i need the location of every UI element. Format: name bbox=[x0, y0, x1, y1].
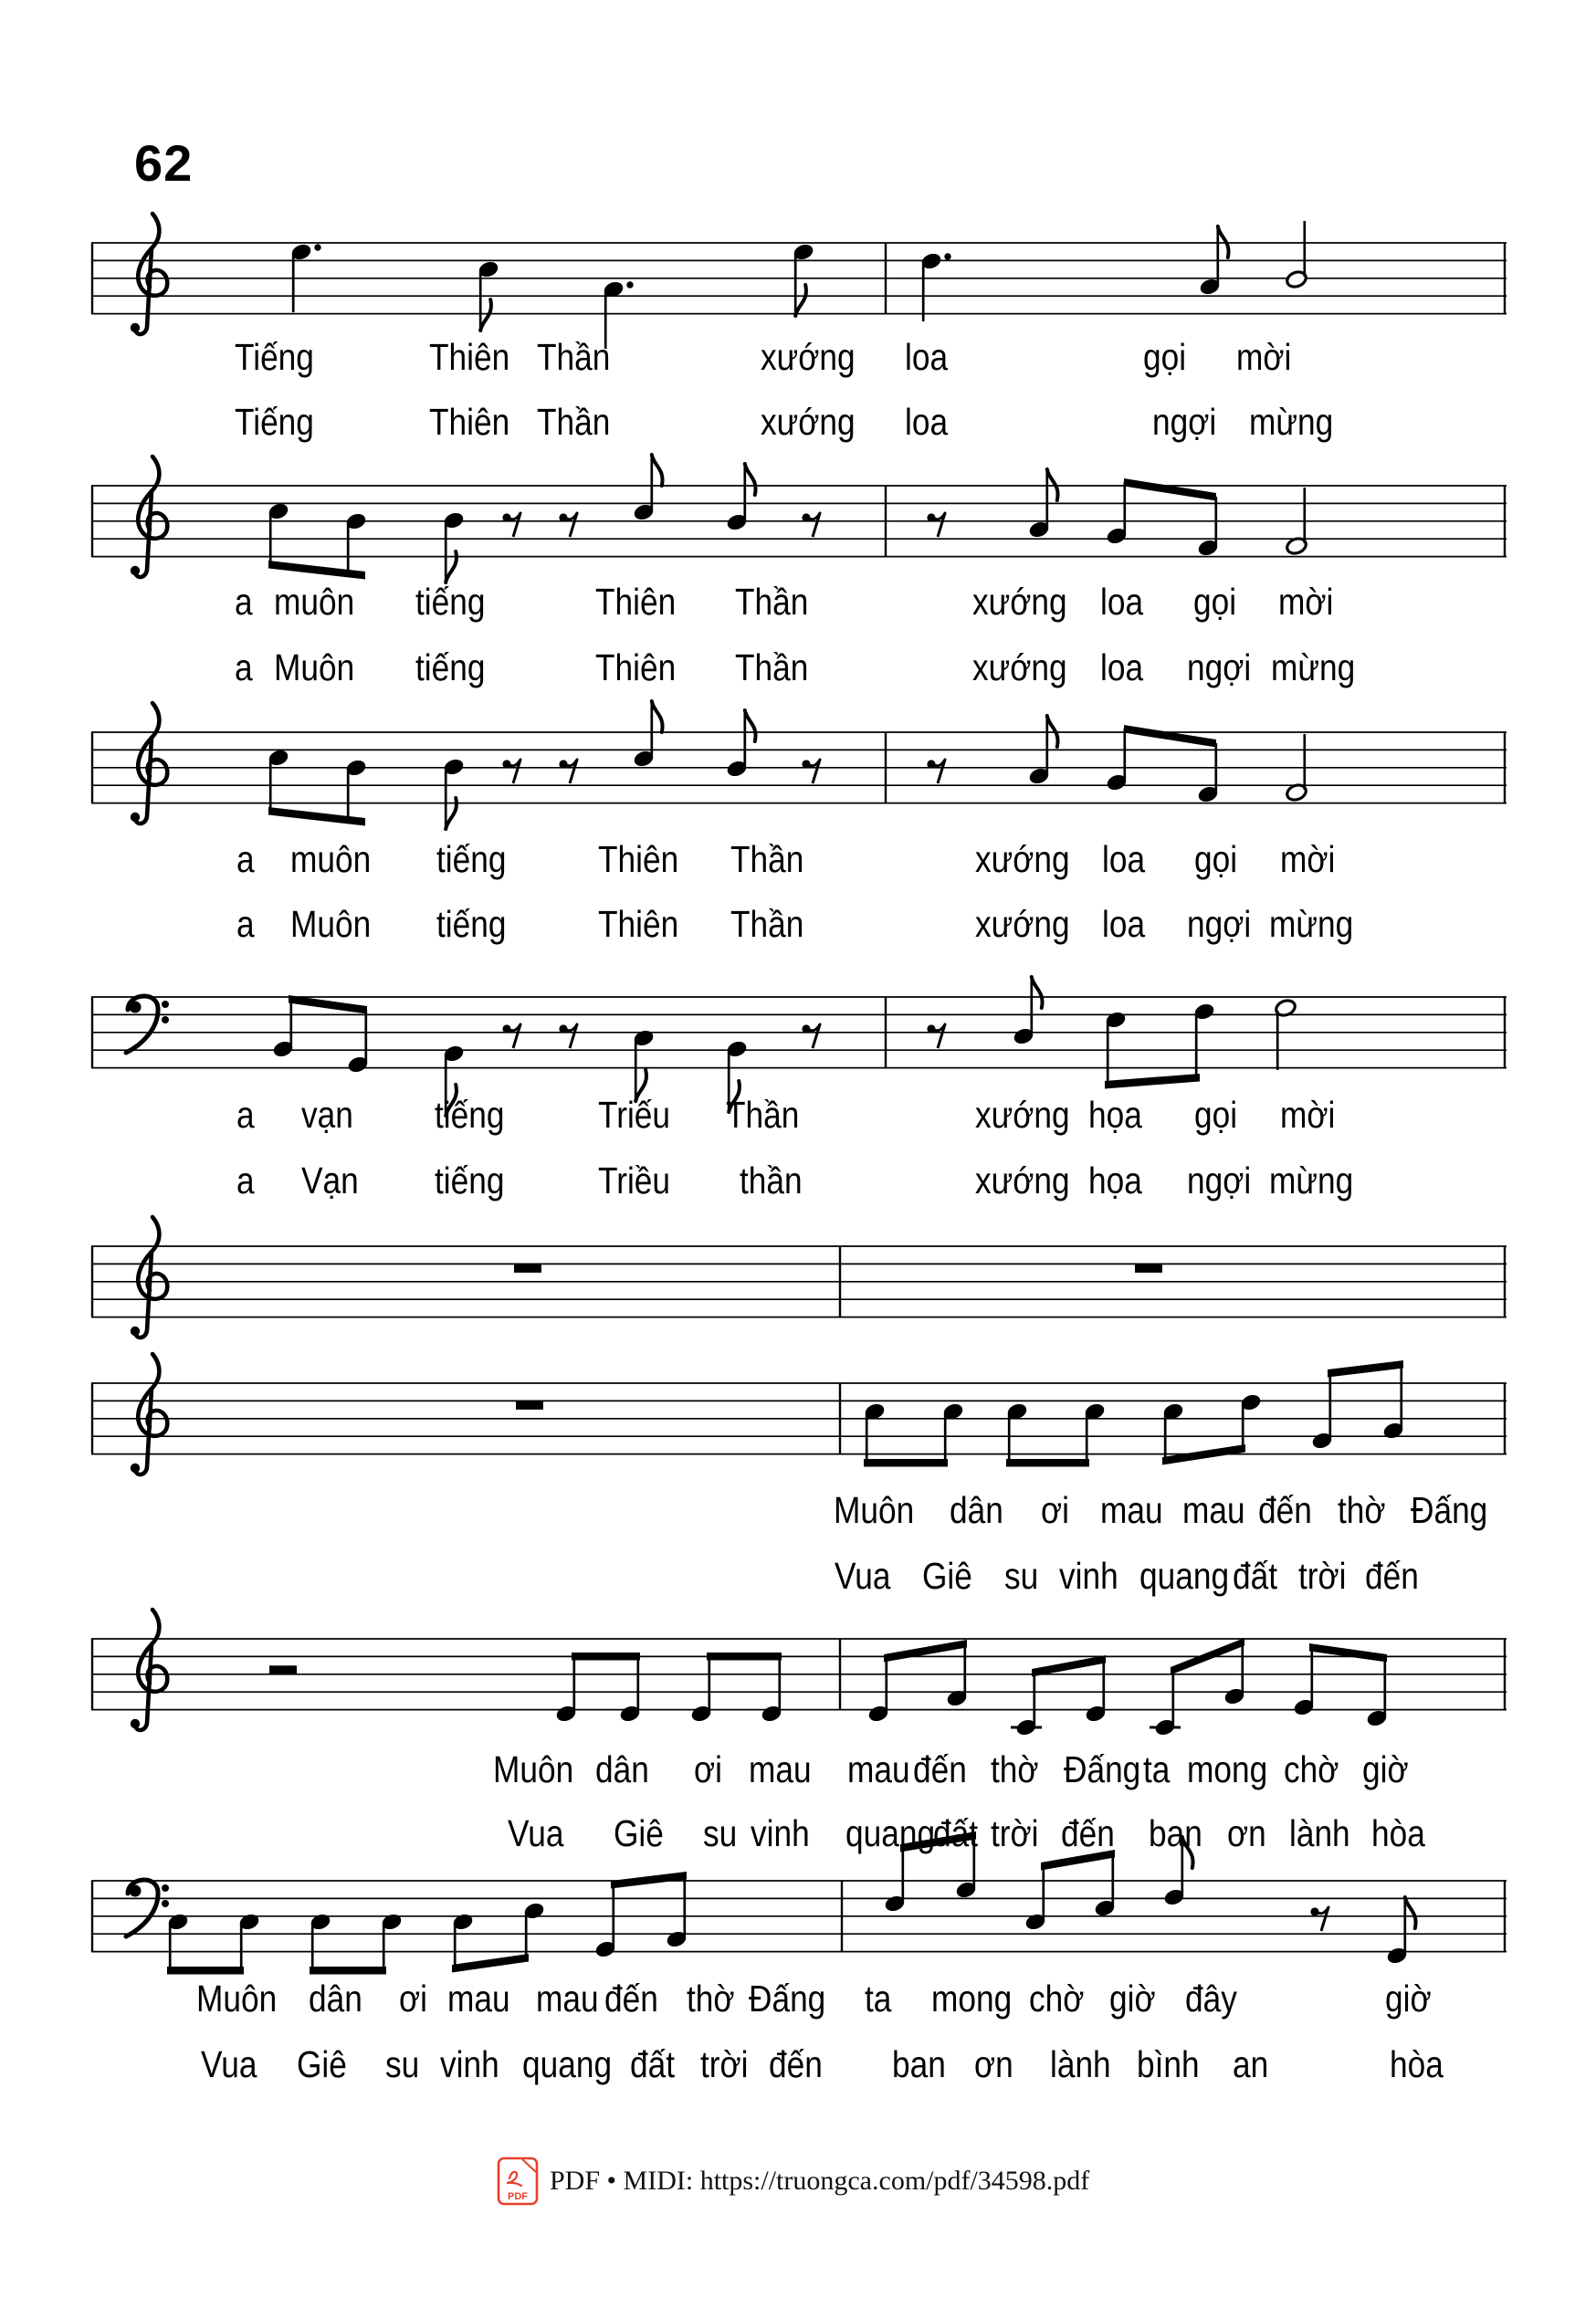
lyric-word: mừng bbox=[1269, 1159, 1354, 1201]
lyric-word: loa bbox=[1100, 646, 1144, 688]
lyric-word: a bbox=[236, 1094, 255, 1136]
lyric-word: đến bbox=[1258, 1489, 1312, 1531]
lyric-word: mời bbox=[1280, 1094, 1336, 1136]
lyric-word: đến bbox=[1365, 1555, 1419, 1597]
lyric-word: Tiếng bbox=[235, 401, 314, 443]
lyric-word: mau bbox=[749, 1748, 812, 1790]
lyric-word: gọi bbox=[1194, 838, 1238, 880]
lyric-word: mời bbox=[1236, 336, 1292, 378]
lyric-word: bình bbox=[1137, 2043, 1200, 2085]
lyric-word: Triều bbox=[598, 1159, 671, 1201]
lyric-word: a bbox=[236, 1159, 255, 1201]
lyric-word: hòa bbox=[1390, 2043, 1444, 2085]
lyric-word: mong bbox=[931, 1978, 1013, 2020]
lyric-word: a bbox=[235, 581, 253, 623]
lyric-word: chờ bbox=[1029, 1978, 1085, 2020]
lyric-word: Đấng bbox=[749, 1978, 826, 2020]
lyric-word: mong bbox=[1187, 1748, 1268, 1790]
lyric-word: Thiên bbox=[429, 401, 510, 443]
lyric-word: Đấng bbox=[1411, 1489, 1488, 1531]
lyric-word: vinh bbox=[1059, 1555, 1118, 1597]
lyric-word: tiếng bbox=[415, 646, 486, 688]
lyric-word: tiếng bbox=[435, 1159, 505, 1201]
lyric-word: Thần bbox=[537, 401, 611, 443]
lyric-word: đất bbox=[933, 1812, 979, 1854]
lyric-word: mau bbox=[1182, 1489, 1245, 1531]
lyric-word: Vua bbox=[508, 1812, 564, 1854]
lyric-word: mời bbox=[1278, 581, 1334, 623]
lyric-word: Giê bbox=[922, 1555, 972, 1597]
lyric-word: đến bbox=[769, 2043, 823, 2085]
lyric-word: thờ bbox=[991, 1748, 1039, 1790]
lyric-word: loa bbox=[1102, 903, 1146, 945]
lyric-word: mời bbox=[1280, 838, 1336, 880]
lyric-word: Muôn bbox=[196, 1978, 278, 2020]
lyric-word: xướng bbox=[761, 336, 856, 378]
lyric-word: dân bbox=[309, 1978, 362, 2020]
lyric-word: thờ bbox=[1338, 1489, 1386, 1531]
lyric-word: vạn bbox=[301, 1094, 353, 1136]
lyric-word: họa bbox=[1088, 1094, 1142, 1136]
lyric-word: loa bbox=[905, 401, 949, 443]
lyric-word: tiếng bbox=[436, 838, 507, 880]
lyric-word: Muôn bbox=[493, 1748, 574, 1790]
pdf-badge-label: PDF bbox=[508, 2191, 528, 2202]
lyric-word: a bbox=[236, 903, 255, 945]
lyric-word: su bbox=[385, 2043, 420, 2085]
lyric-word: Tiếng bbox=[235, 336, 314, 378]
lyric-word: hòa bbox=[1371, 1812, 1425, 1854]
lyric-word: ngợi bbox=[1187, 903, 1252, 945]
lyric-word: giờ bbox=[1362, 1748, 1409, 1790]
lyric-word: ta bbox=[1143, 1748, 1171, 1790]
lyric-word: Thần bbox=[735, 646, 809, 688]
lyric-word: Triếu bbox=[598, 1094, 671, 1136]
lyric-word: gọi bbox=[1193, 581, 1237, 623]
lyric-word: quang bbox=[522, 2043, 613, 2085]
lyric-word: vinh bbox=[440, 2043, 499, 2085]
lyric-word: giờ bbox=[1385, 1978, 1432, 2020]
lyric-word: Thiên bbox=[429, 336, 510, 378]
lyric-word: Vạn bbox=[301, 1159, 359, 1201]
lyric-word: tiếng bbox=[436, 903, 507, 945]
lyric-word: Thần bbox=[730, 903, 804, 945]
lyric-word: ơi bbox=[399, 1978, 427, 2020]
lyric-word: ban bbox=[892, 2043, 946, 2085]
lyric-word: mừng bbox=[1269, 903, 1354, 945]
lyric-word: lành bbox=[1289, 1812, 1350, 1854]
lyric-word: ơi bbox=[1041, 1489, 1069, 1531]
lyric-word: ta bbox=[865, 1978, 892, 2020]
lyric-word: ban bbox=[1149, 1812, 1202, 1854]
lyric-word: Giê bbox=[614, 1812, 664, 1854]
lyric-word: loa bbox=[1102, 838, 1146, 880]
lyric-word: Muôn bbox=[290, 903, 372, 945]
lyric-word: Thần bbox=[726, 1094, 800, 1136]
lyric-word: Muôn bbox=[274, 646, 355, 688]
lyric-word: lành bbox=[1050, 2043, 1111, 2085]
lyric-word: đất bbox=[1233, 1555, 1278, 1597]
lyric-word: Thiên bbox=[598, 838, 679, 880]
lyric-word: Vua bbox=[201, 2043, 257, 2085]
lyric-word: gọi bbox=[1194, 1094, 1238, 1136]
lyric-word: xướng bbox=[975, 903, 1070, 945]
lyric-word: thờ bbox=[687, 1978, 735, 2020]
lyric-word: Vua bbox=[835, 1555, 891, 1597]
lyric-word: đến bbox=[604, 1978, 658, 2020]
lyric-word: trời bbox=[991, 1812, 1039, 1854]
lyric-word: tiếng bbox=[435, 1094, 505, 1136]
lyric-word: Thiên bbox=[595, 581, 677, 623]
lyric-word: mừng bbox=[1249, 401, 1334, 443]
lyric-word: xướng bbox=[975, 1159, 1070, 1201]
lyric-word: Thần bbox=[735, 581, 809, 623]
lyric-word: ơn bbox=[974, 2043, 1013, 2085]
lyric-word: mau bbox=[536, 1978, 599, 2020]
lyric-word: an bbox=[1233, 2043, 1269, 2085]
page-number: 62 bbox=[134, 134, 194, 192]
lyric-word: quang bbox=[1139, 1555, 1230, 1597]
lyric-word: trời bbox=[1298, 1555, 1347, 1597]
lyric-word: xướng bbox=[975, 1094, 1070, 1136]
lyric-word: Thần bbox=[537, 336, 611, 378]
lyric-word: dân bbox=[595, 1748, 649, 1790]
lyric-word: a bbox=[236, 838, 255, 880]
lyric-word: đất bbox=[630, 2043, 676, 2085]
lyric-word: họa bbox=[1088, 1159, 1142, 1201]
lyric-word: loa bbox=[1100, 581, 1144, 623]
lyric-word: quang bbox=[845, 1812, 936, 1854]
lyric-word: xướng bbox=[761, 401, 856, 443]
lyric-word: ngợi bbox=[1152, 401, 1217, 443]
lyric-word: Muôn bbox=[834, 1489, 915, 1531]
lyric-word: mau bbox=[847, 1748, 910, 1790]
lyric-word: mừng bbox=[1271, 646, 1356, 688]
lyric-word: a bbox=[235, 646, 253, 688]
lyric-word: đến bbox=[913, 1748, 967, 1790]
lyric-word: muôn bbox=[290, 838, 372, 880]
lyric-word: xướng bbox=[975, 838, 1070, 880]
lyric-word: Thiên bbox=[598, 903, 679, 945]
lyric-word: su bbox=[703, 1812, 738, 1854]
lyric-word: ngợi bbox=[1187, 1159, 1252, 1201]
lyric-word: gọi bbox=[1143, 336, 1187, 378]
lyric-word: dân bbox=[950, 1489, 1003, 1531]
lyric-word: xướng bbox=[972, 581, 1067, 623]
lyric-word: tiếng bbox=[415, 581, 486, 623]
lyric-word: thần bbox=[740, 1159, 803, 1201]
lyric-word: ngợi bbox=[1187, 646, 1252, 688]
lyric-word: muôn bbox=[274, 581, 355, 623]
lyric-word: đến bbox=[1061, 1812, 1115, 1854]
lyric-word: ơn bbox=[1227, 1812, 1266, 1854]
lyric-word: trời bbox=[700, 2043, 749, 2085]
lyric-word: ơi bbox=[694, 1748, 722, 1790]
lyric-word: loa bbox=[905, 336, 949, 378]
footer-link[interactable]: PDF • MIDI: https://truongca.com/pdf/34598.pdf bbox=[550, 2166, 1090, 2196]
lyric-word: Giê bbox=[297, 2043, 347, 2085]
lyric-word: chờ bbox=[1284, 1748, 1339, 1790]
lyric-word: su bbox=[1004, 1555, 1039, 1597]
lyric-word: mau bbox=[1100, 1489, 1163, 1531]
pdf-file-icon bbox=[497, 2156, 539, 2206]
lyric-word: Thiên bbox=[595, 646, 677, 688]
lyric-word: mau bbox=[447, 1978, 510, 2020]
lyric-word: Đấng bbox=[1064, 1748, 1141, 1790]
lyric-word: giờ bbox=[1109, 1978, 1156, 2020]
lyric-word: đây bbox=[1185, 1978, 1237, 2020]
lyric-word: vinh bbox=[751, 1812, 810, 1854]
lyric-word: Thần bbox=[730, 838, 804, 880]
lyric-word: xướng bbox=[972, 646, 1067, 688]
